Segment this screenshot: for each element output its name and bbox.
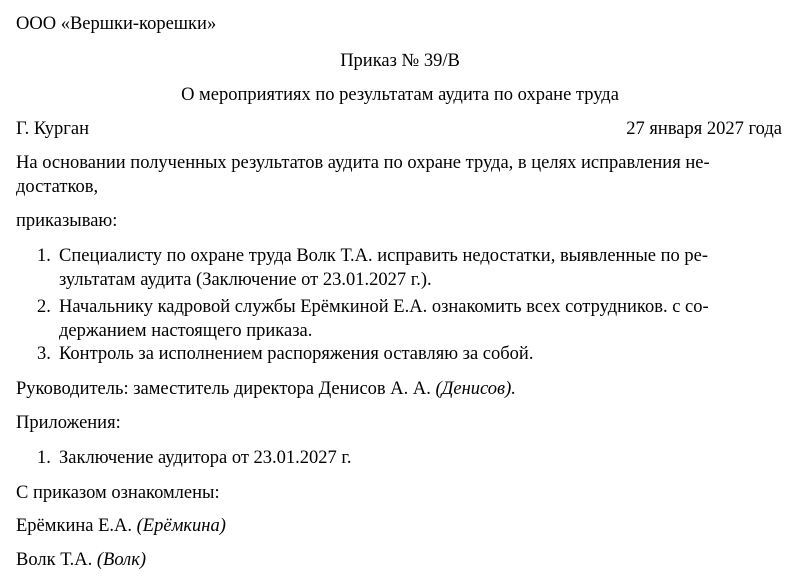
order-item-text-line-1: Контроль за исполнением распоряжения оставляю за собой. [59, 344, 534, 364]
order-item [37, 295, 786, 343]
order-item-text-line-1: Начальнику кадровой службы Ерёмкиной Е.А. ознакомить всех сотрудников. с со- [59, 297, 709, 317]
attachment-item [37, 446, 786, 470]
order-item-number: 3. [37, 344, 51, 364]
head-label: Руководитель: заместитель директора Денисов А. А. [16, 379, 431, 399]
acquainted-person-name: Ерёмкина Е.А. [16, 516, 133, 536]
organization-name: ООО «Вершки-корешки» [16, 14, 217, 34]
attachment-item-text: Заключение аудитора от 23.01.2027 г. [59, 448, 352, 468]
order-word: приказываю: [16, 211, 118, 231]
acquainted-person [16, 548, 146, 572]
city: Г. Курган [16, 119, 90, 139]
order-subject: О мероприятиях по результатам аудита по охране труда [181, 85, 619, 105]
acquainted-label: С приказом ознакомлены: [16, 483, 220, 503]
basis-line-1: На основании полученных результатов аудита по охране труда, в целях исправления не- [16, 153, 710, 173]
attachment-item-number: 1. [37, 448, 51, 468]
acquainted-person-signature: (Волк) [96, 550, 147, 570]
basis-line-2: достатков, [16, 177, 99, 197]
order-date: 27 января 2027 года [626, 119, 782, 139]
acquainted-person-signature: (Ерёмкина) [136, 516, 226, 536]
acquainted-person [16, 514, 226, 538]
order-item-number: 1. [37, 246, 51, 266]
order-item-text-line-2: зультатам аудита (Заключение от 23.01.2027 г.). [59, 270, 432, 290]
order-item-text-line-1: Специалисту по охране труда Волк Т.А. исправить недостатки, выявленные по ре- [59, 246, 709, 266]
order-item-number: 2. [37, 297, 51, 317]
head-signature-line [16, 377, 516, 401]
acquainted-person-name: Волк Т.А. [16, 550, 93, 570]
order-item-text-line-2: держанием настоящего приказа. [59, 321, 313, 341]
place-date-row [16, 117, 782, 141]
attachments-label: Приложения: [16, 413, 121, 433]
order-item [37, 342, 786, 366]
basis-paragraph [16, 151, 786, 199]
order-title: Приказ № 39/В [340, 51, 460, 71]
order-item [37, 244, 786, 292]
head-signature: (Денисов). [435, 379, 516, 399]
